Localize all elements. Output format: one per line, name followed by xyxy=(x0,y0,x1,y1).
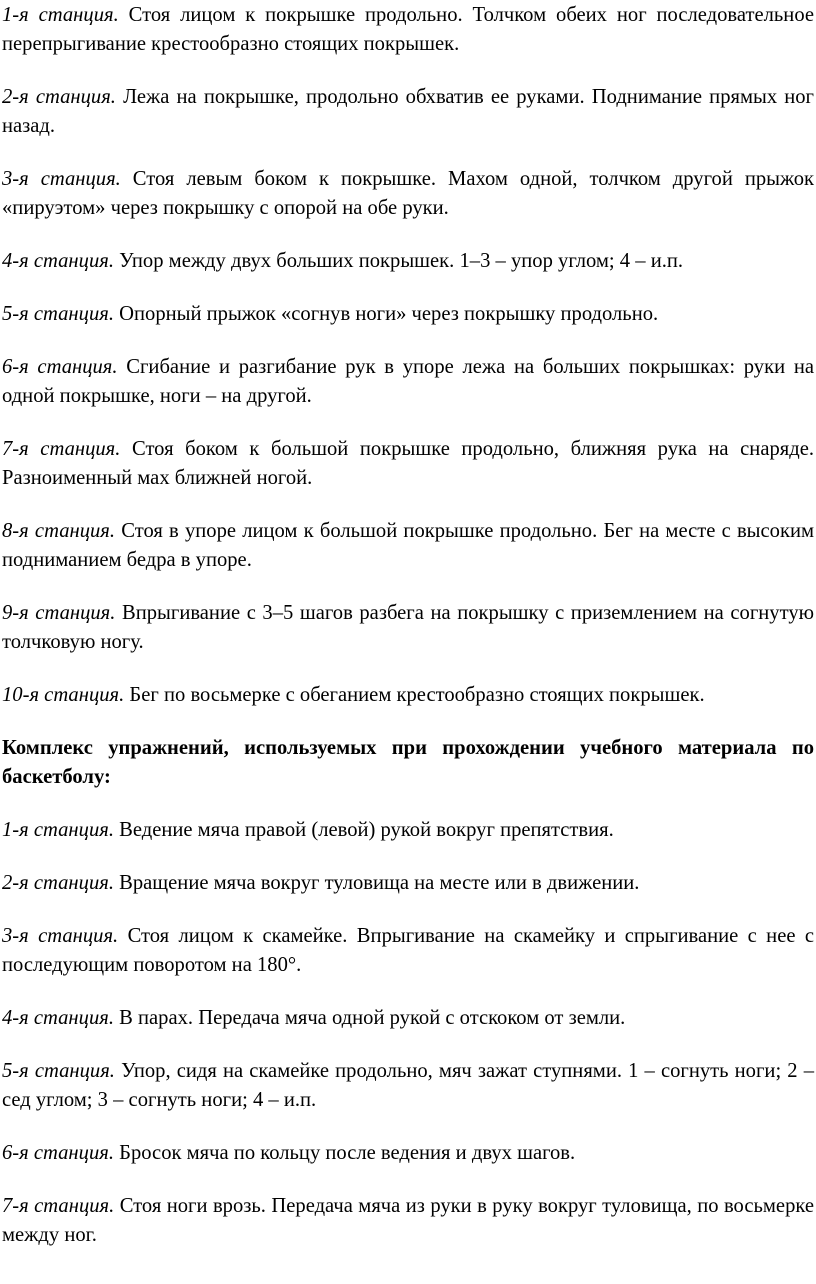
station-text: Стоя лицом к покрышке продольно. Толчком обеих ног последовательное перепрыгивание крестообразно стоящих покрышек. xyxy=(2,4,815,55)
station-text: Вращение мяча вокруг туловища на месте или в движении. xyxy=(119,872,640,894)
paragraph-s1-station-2 xyxy=(2,83,814,141)
paragraph-s2-station-6 xyxy=(2,1139,814,1168)
station-text: Упор между двух больших покрышек. 1–3 – упор углом; 4 – и.п. xyxy=(119,250,684,272)
station-text: Стоя боком к большой покрышке продольно, ближняя рука на снаряде. Разноименный мах ближней ногой. xyxy=(2,438,814,489)
paragraph-s1-station-7 xyxy=(2,435,814,493)
paragraph-s2-station-5 xyxy=(2,1057,814,1115)
station-label: 3-я станция. xyxy=(2,925,119,947)
station-text: Бег по восьмерке с обеганием крестообразно стоящих покрышек. xyxy=(129,684,705,706)
station-label: 6-я станция. xyxy=(2,356,118,378)
station-label: 4-я станция. xyxy=(2,1007,114,1029)
paragraph-s1-station-3 xyxy=(2,165,814,223)
station-text: Упор, сидя на скамейке продольно, мяч зажат ступнями. 1 – согнуть ноги; 2 – сед углом; 3 – согнуть ноги; 4 – и.п. xyxy=(2,1060,814,1111)
station-text: Сгибание и разгибание рук в упоре лежа на больших покрышках: руки на одной покрышке, ноги – на другой. xyxy=(2,356,814,407)
station-text: Ведение мяча правой (левой) рукой вокруг препятствия. xyxy=(119,819,614,841)
station-text: В парах. Передача мяча одной рукой с отскоком от земли. xyxy=(119,1007,626,1029)
station-label: 8-я станция. xyxy=(2,520,116,542)
paragraph-s1-station-8 xyxy=(2,517,814,575)
station-label: 3-я станция. xyxy=(2,168,121,190)
station-label: 7-я станция. xyxy=(2,1195,115,1217)
section-heading-basketball: Комплекс упражнений, используемых при прохождении учебного материала по баскетболу: xyxy=(2,737,814,788)
station-text: Стоя левым боком к покрышке. Махом одной, толчком другой прыжок «пируэтом» через покрышку с опорой на обе руки. xyxy=(2,168,814,219)
station-text: Стоя ноги врозь. Передача мяча из руки в руку вокруг туловища, по восьмерке между ног. xyxy=(2,1195,814,1246)
paragraph-s1-station-1 xyxy=(2,1,814,59)
station-label: 10-я станция. xyxy=(2,684,125,706)
station-label: 2-я станция. xyxy=(2,86,116,108)
station-label: 9-я станция. xyxy=(2,602,116,624)
paragraph-s1-station-5 xyxy=(2,300,814,329)
station-text: Впрыгивание с 3–5 шагов разбега на покрышку с приземлением на согнутую толчковую ногу. xyxy=(2,602,814,653)
station-label: 5-я станция. xyxy=(2,303,114,325)
station-text: Стоя лицом к скамейке. Впрыгивание на скамейку и спрыгивание с нее с последующим поворотом на 180°. xyxy=(2,925,814,976)
paragraph-s1-station-10 xyxy=(2,681,814,710)
paragraph-s2-station-2 xyxy=(2,869,814,898)
station-label: 2-я станция. xyxy=(2,872,114,894)
station-text: Бросок мяча по кольцу после ведения и двух шагов. xyxy=(119,1142,576,1164)
paragraph-s1-station-9 xyxy=(2,599,814,657)
station-label: 1-я станция. xyxy=(2,819,114,841)
station-label: 5-я станция. xyxy=(2,1060,115,1082)
paragraph-s1-station-4 xyxy=(2,247,814,276)
station-label: 6-я станция. xyxy=(2,1142,114,1164)
station-label: 4-я станция. xyxy=(2,250,114,272)
paragraph-s2-station-7 xyxy=(2,1192,814,1250)
station-text: Лежа на покрышке, продольно обхватив ее руками. Поднимание прямых ног назад. xyxy=(2,86,815,137)
station-text: Опорный прыжок «согнув ноги» через покрышку продольно. xyxy=(119,303,659,325)
paragraph-s1-station-6 xyxy=(2,353,814,411)
paragraph-s2-station-3 xyxy=(2,922,814,980)
paragraph-s2-station-4 xyxy=(2,1004,814,1033)
station-label: 7-я станция. xyxy=(2,438,121,460)
station-label: 1-я станция. xyxy=(2,4,119,26)
station-text: Стоя в упоре лицом к большой покрышке продольно. Бег на месте с высоким подниманием бедра в упоре. xyxy=(2,520,815,571)
paragraph-s2-station-1 xyxy=(2,816,814,845)
